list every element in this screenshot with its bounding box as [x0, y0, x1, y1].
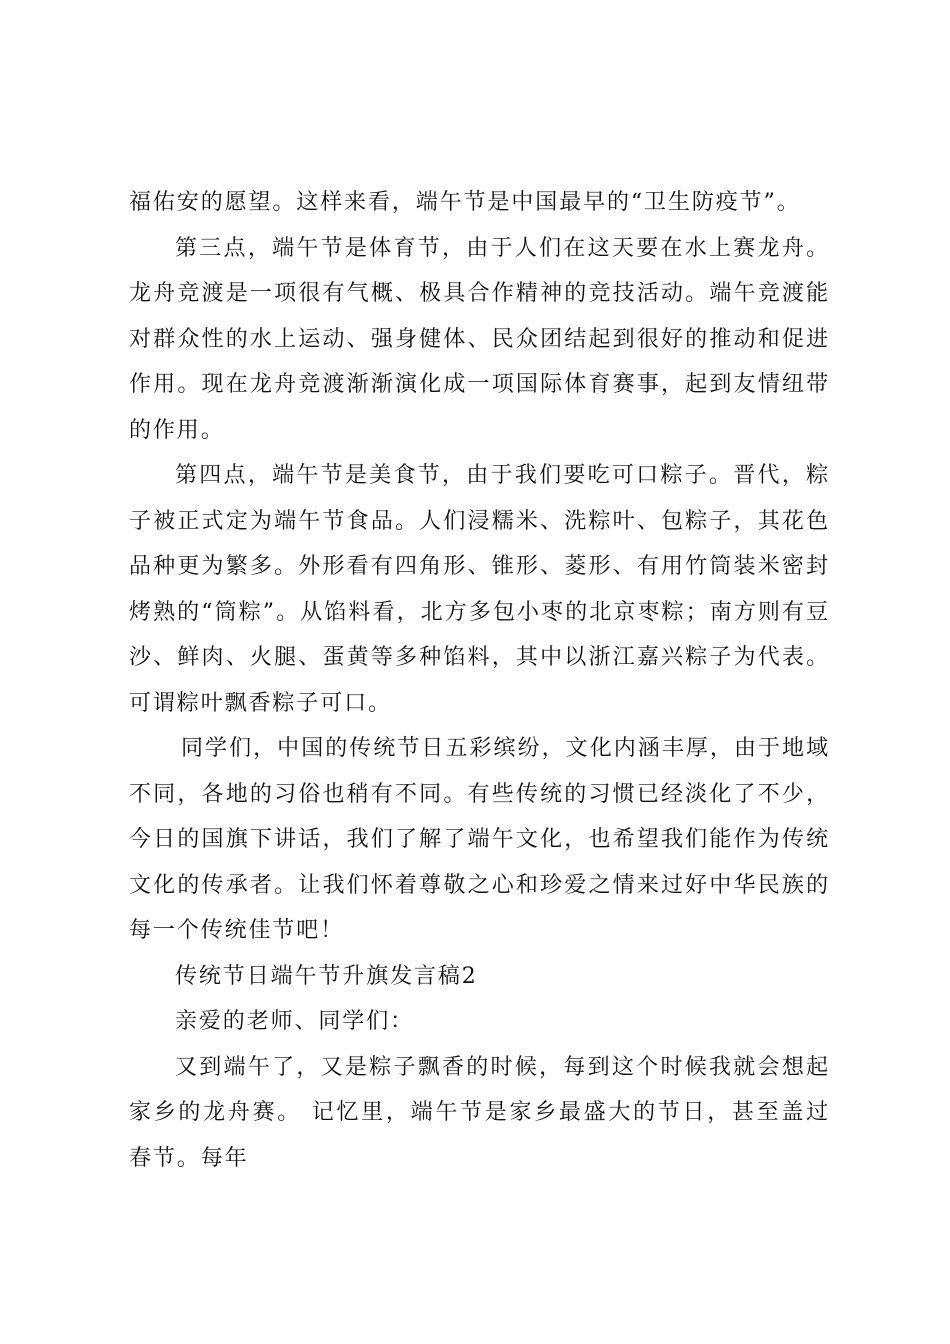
paragraph-fourth-point: 第四点，端午节是美食节，由于我们要吃可口粽子。晋代，粽子被正式定为端午节食品。人们浸糯米、洗粽叶、包粽子，其花色品种更为繁多。外形看有四角形、锥形、菱形、有用竹筒装米密封烤熟的“筒粽”。从馅料看，北方多包小枣的北京枣粽；南方则有豆沙、鲜肉、火腿、蛋黄等多种馅料，其中以浙江嘉兴粽子为代表。可谓粽叶飘香粽子可口。: [129, 463, 830, 716]
paragraph-third-point: 第三点，端午节是体育节，由于人们在这天要在水上赛龙舟。龙舟竞渡是一项很有气概、极具合作精神的竞技活动。端午竞渡能对群众性的水上运动、强身健体、民众团结起到很好的推动和促进作用。现在龙舟竞渡渐渐演化成一项国际体育赛事，起到友情纽带的作用。: [129, 235, 830, 443]
salutation: 亲爱的老师、同学们：: [175, 1009, 415, 1034]
section-heading: 传统节日端午节升旗发言稿2: [175, 963, 478, 989]
paragraph-continuation: 福佑安的愿望。这样来看，端午节是中国最早的“卫生防疫节”。: [129, 190, 801, 215]
paragraph-closing: 同学们，中国的传统节日五彩缤纷，文化内涵丰厚，由于地域不同，各地的习俗也稍有不同。有些传统的习惯已经淡化了不少，今日的国旗下讲话，我们了解了端午文化，也希望我们能作为传统文化的传承者。让我们怀着尊敬之心和珍爱之情来过好中华民族的每一个传统佳节吧！: [129, 736, 830, 943]
document-body: [129, 180, 830, 1181]
paragraph-intro: 又到端午了，又是粽子飘香的时候，每到这个时候我就会想起家乡的龙舟赛。 记忆里，端午节是家乡最盛大的节日，甚至盖过春节。每年: [129, 1054, 830, 1171]
